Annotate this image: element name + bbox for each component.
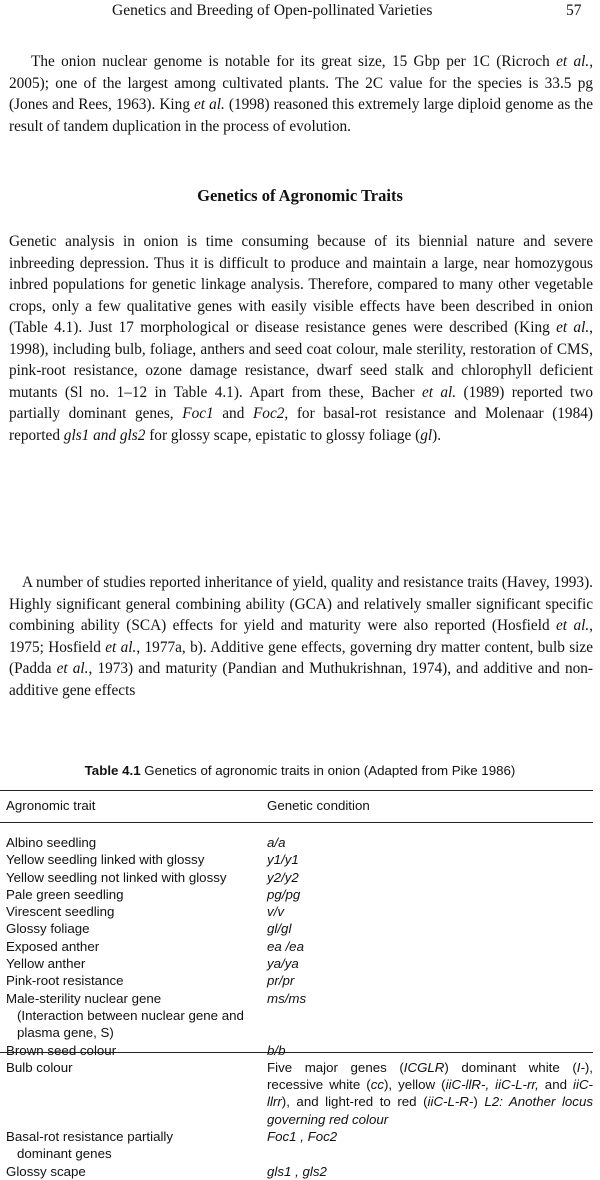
trait-cell	[6, 851, 267, 868]
text-run: (1998) reasoned this extremely large diploid genome as the result of tandem duplication in the process of evolution.	[9, 96, 593, 135]
trait-label: Glossy foliage	[6, 921, 90, 937]
condition-cell	[267, 1059, 593, 1128]
trait-cell	[6, 886, 267, 903]
text-run-italic: Foc1	[182, 405, 214, 422]
condition-cell: v/v	[267, 904, 284, 920]
section-heading: Genetics of Agronomic Traits	[197, 186, 403, 205]
text-run: and	[538, 1077, 574, 1093]
column-header-trait: Agronomic trait	[6, 798, 96, 813]
condition-cell: pr/pr	[267, 973, 295, 989]
table-row	[6, 834, 593, 851]
text-run-italic: cc	[370, 1077, 384, 1093]
text-run: , 1977a, b). Additive gene effects, governing dry matter content, bulb size (Padda	[9, 638, 593, 677]
text-run: The onion nuclear genome is notable for its great size, 15 Gbp per 1C (Ricroch	[31, 53, 557, 70]
condition-cell: Foc1 , Foc2	[267, 1129, 338, 1145]
table-row	[6, 1163, 593, 1180]
trait-label: Pale green seedling	[6, 886, 124, 902]
paragraph-genetic-analysis	[9, 231, 593, 446]
condition-cell: gl/gl	[267, 921, 292, 937]
condition-cell: gls1 , gls2	[267, 1163, 327, 1179]
trait-cell	[6, 834, 267, 851]
trait-sublabel: (Interaction between nuclear gene and plasma gene, S)	[17, 1007, 244, 1041]
text-run-italic: iiC-llR-, iiC-L-rr,	[445, 1077, 539, 1093]
trait-cell	[6, 972, 267, 989]
text-run: (1989) reported two partially dominant genes,	[9, 383, 593, 422]
condition-cell: y1/y1	[267, 852, 299, 868]
paragraph-genome-size	[9, 51, 593, 137]
text-run-italic: et al.	[556, 319, 590, 336]
table-caption	[0, 763, 600, 778]
table-row	[6, 920, 593, 937]
trait-label: Albino seedling	[6, 835, 97, 850]
trait-cell	[6, 869, 267, 886]
condition-cell: ya/ya	[267, 956, 299, 972]
table-header-row	[6, 798, 593, 816]
table-body	[6, 834, 593, 1180]
trait-label: Glossy scape	[6, 1163, 86, 1179]
trait-cell	[6, 1128, 267, 1163]
running-header	[0, 2, 600, 22]
table-row	[6, 869, 593, 886]
trait-label: Yellow seedling linked with glossy	[6, 852, 205, 868]
table-row	[6, 1042, 593, 1059]
text-run: ).	[432, 426, 442, 444]
text-run: Five major genes (	[267, 1059, 404, 1075]
table-row-bulb-colour	[6, 1059, 593, 1128]
text-run: ) dominant white (	[444, 1059, 577, 1075]
text-run-italic: ICGLR	[403, 1059, 445, 1075]
text-run: A number of studies reported inheritance of yield, quality and resistance traits (Havey, 1993). Highly significant general combining ability (GCA) and relatively smaller significant specific combining ability (SCA) effects for yield and maturity were also reported (Hosfield	[9, 574, 593, 634]
text-run: , 1998), including bulb, foliage, anthers and seed coat colour, male sterility, restoration of CMS, pink-root resistance, ozone damage resistance, dwarf seed stalk and chlorophyll deficient mutants (Sl no. 1–12 in Table 4.1). Apart from these, Bacher	[9, 319, 593, 401]
condition-cell: y2/y2	[267, 869, 299, 885]
text-run: ), recessive white (	[267, 1059, 593, 1093]
text-run-italic: et al.	[194, 96, 225, 113]
trait-label: Basal-rot resistance partially	[6, 1129, 174, 1145]
text-run: , 1975; Hosfield	[9, 617, 593, 656]
text-run-italic: et al.	[56, 660, 89, 677]
trait-cell	[6, 1163, 267, 1180]
condition-cell: ea /ea	[267, 938, 304, 954]
trait-cell	[6, 938, 267, 955]
condition-cell: a/a	[267, 835, 286, 850]
table-row	[6, 1128, 593, 1163]
text-run-italic: et al.	[105, 638, 137, 656]
text-run-italic: Foc2,	[252, 405, 289, 422]
trait-cell: Bulb colour	[6, 1059, 73, 1075]
table-row	[6, 955, 593, 972]
table-bottom-rule	[0, 1052, 593, 1053]
paragraph-inheritance-studies	[9, 572, 593, 701]
text-run: , 2005); one of the largest among cultivated plants. The 2C value for the species is 33.5 pg (Jones and Rees, 1963). King	[9, 53, 594, 113]
trait-label: Pink-root resistance	[6, 973, 124, 989]
trait-cell	[6, 955, 267, 972]
text-run-italic: et al.	[421, 383, 457, 401]
table-number: Table 4.1	[84, 763, 141, 778]
text-run: for basal-rot resistance and Molenaar (1984) reported	[9, 405, 593, 444]
text-run-italic: I-	[576, 1059, 585, 1075]
table-row	[6, 903, 593, 920]
trait-cell	[6, 903, 267, 920]
table-top-rule	[0, 790, 593, 791]
trait-label: Brown seed colour	[6, 1042, 117, 1058]
trait-label: Male-sterility nuclear gene	[6, 990, 162, 1006]
text-run-italic: gl	[420, 426, 433, 444]
trait-cell	[6, 990, 267, 1042]
page-number: 57	[566, 2, 582, 19]
running-title: Genetics and Breeding of Open-pollinated Varieties	[112, 2, 433, 19]
trait-cell	[6, 920, 267, 937]
text-run: ), and light-red to red (	[281, 1094, 428, 1110]
table-row	[6, 972, 593, 989]
trait-sublabel: dominant genes	[17, 1146, 112, 1162]
table-row	[6, 990, 593, 1042]
condition-cell: ms/ms	[267, 990, 307, 1006]
condition-cell: b/b	[267, 1042, 286, 1058]
table-row	[6, 851, 593, 868]
text-run-italic: L2: Another locus governing red colour	[267, 1094, 593, 1127]
text-run-italic: iiC-llrr	[267, 1077, 593, 1110]
trait-label: Exposed anther	[6, 938, 100, 954]
text-run-italic: iiC-L-R-	[427, 1094, 474, 1110]
text-run: )	[473, 1094, 485, 1110]
trait-label: Virescent seedling	[6, 904, 115, 920]
table-header-rule	[0, 822, 593, 823]
text-run: , 1973) and maturity (Pandian and Muthukrishnan, 1974), and additive and non-additive gene effects	[9, 660, 593, 699]
table-row	[6, 938, 593, 955]
trait-label: Yellow anther	[6, 956, 86, 972]
trait-cell	[6, 1042, 267, 1059]
table-row	[6, 886, 593, 903]
text-run-italic: et al.	[556, 617, 590, 634]
text-run: and	[213, 405, 253, 422]
text-run-italic: gls1 and gls2	[63, 426, 146, 444]
text-run: for glossy scape, epistatic to glossy foliage (	[145, 426, 421, 444]
text-run-italic: et al.	[556, 53, 590, 70]
text-run: Genetic analysis in onion is time consuming because of its biennial nature and severe inbreeding depression. Thus it is difficult to produce and maintain a large, near homozygous inbred populations for genetic linkage analysis. Therefore, compared to many other vegetable crops, only a few qualitative genes with easily visible effects have been described in onion (Table 4.1). Just 17 morphological or disease resistance genes were described (King	[9, 233, 593, 336]
trait-label: Yellow seedling not linked with glossy	[6, 869, 227, 885]
table-caption-text: Genetics of agronomic traits in onion (Adapted from Pike 1986)	[140, 763, 516, 778]
text-run: ), yellow (	[384, 1077, 446, 1093]
column-header-condition: Genetic condition	[267, 798, 370, 813]
condition-cell: pg/pg	[267, 886, 301, 902]
